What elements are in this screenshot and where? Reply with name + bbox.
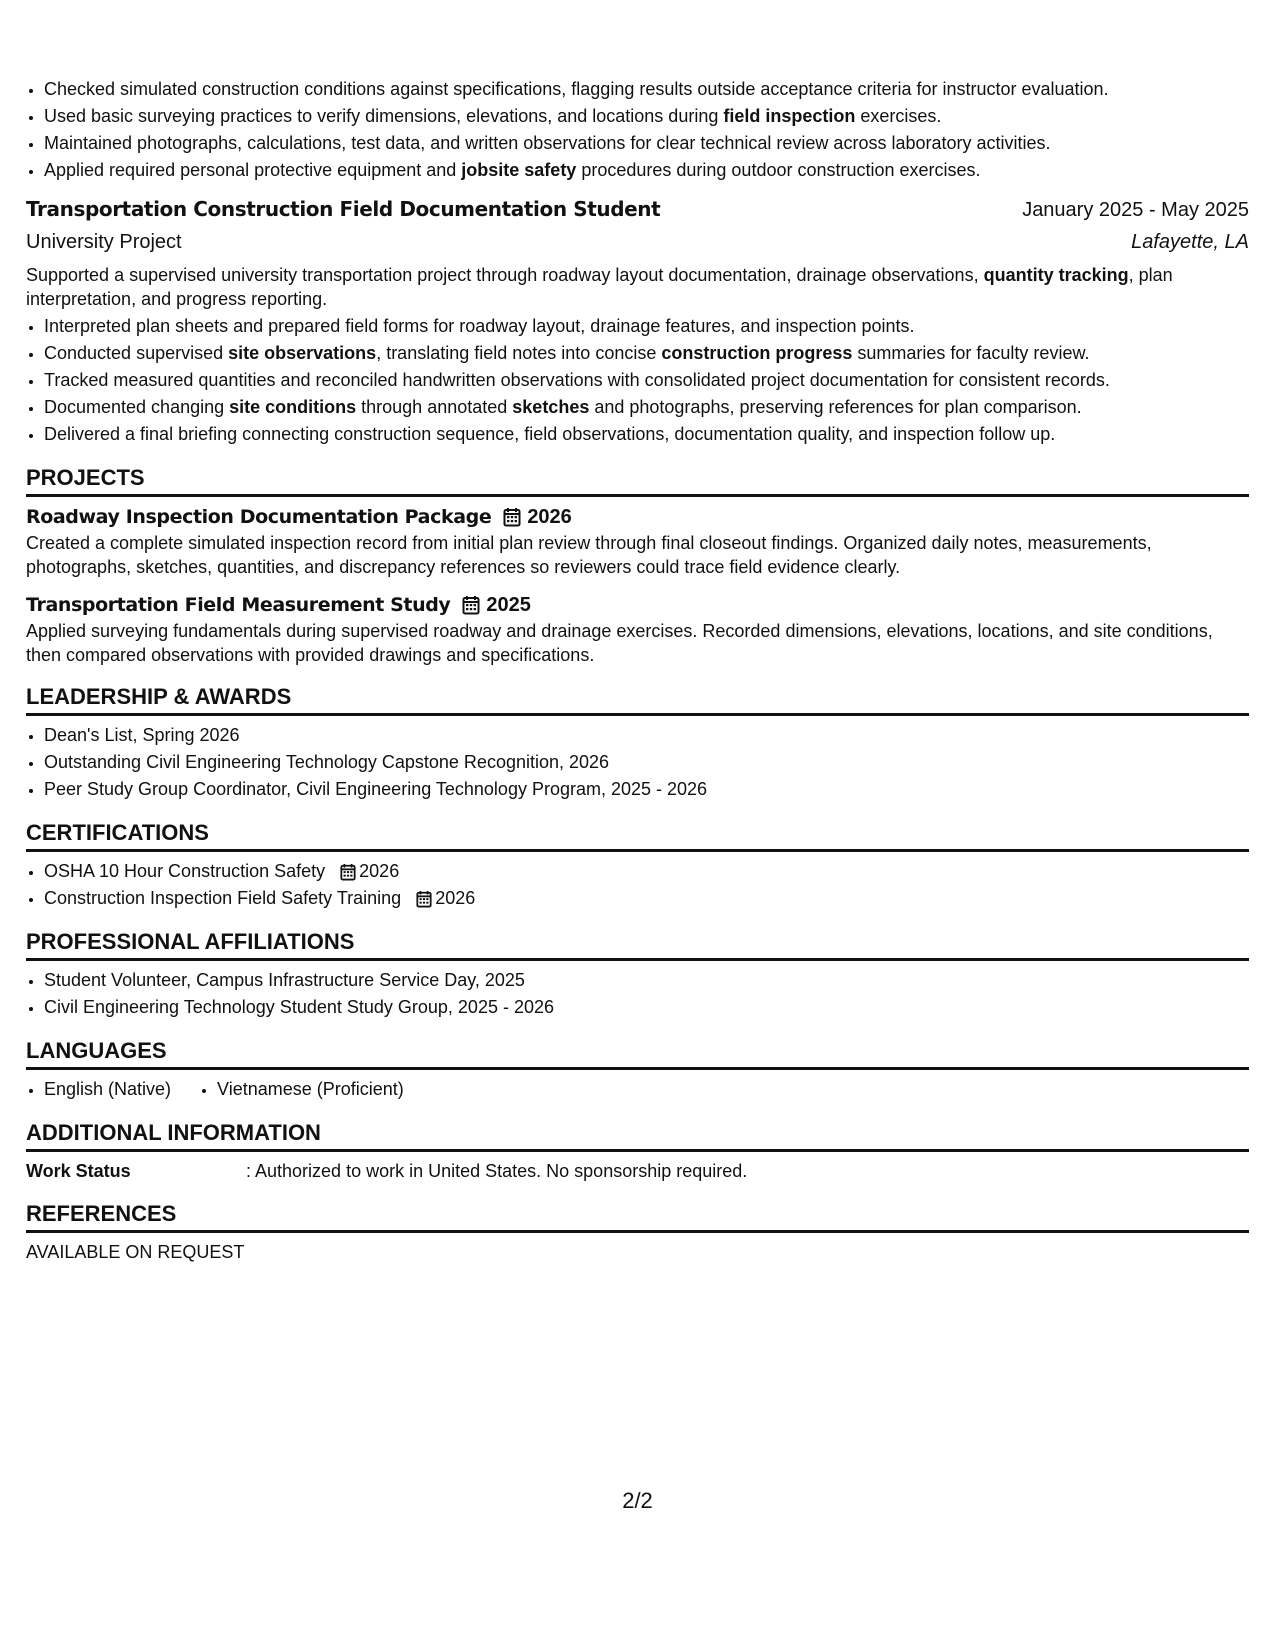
list-item: • Peer Study Group Coordinator, Civil Engineering Technology Program, 2025 - 2026: [44, 776, 1249, 803]
project-description: Applied surveying fundamentals during supervised roadway and drainage exercises. Recorded dimensions, elevations, locations, and site conditions, then compared observations with provided drawings and specifications.: [26, 621, 1213, 665]
languages-list: [26, 1076, 1249, 1103]
leadership-list: [26, 722, 1249, 803]
job-bullets: [26, 313, 1249, 448]
list-item: • Conducted supervised site observations, translating field notes into concise construction progress summaries for faculty review.: [44, 340, 1249, 367]
job-organization: University Project: [26, 231, 182, 253]
calendar-icon: [462, 595, 480, 615]
list-item: • Vietnamese (Proficient): [217, 1076, 404, 1103]
list-item: • Delivered a final briefing connecting construction sequence, field observations, documentation quality, and inspection follow up.: [44, 421, 1249, 448]
list-item: [44, 858, 1249, 885]
references-text: AVAILABLE ON REQUEST: [26, 1242, 245, 1262]
section-title-affiliations: PROFESSIONAL AFFILIATIONS: [26, 928, 1249, 961]
project-header: [26, 591, 1249, 619]
list-item: • Dean's List, Spring 2026: [44, 722, 1249, 749]
project-year: 2025: [486, 594, 531, 616]
list-item: • Checked simulated construction conditions against specifications, flagging results outside acceptance criteria for instructor evaluation.: [44, 76, 1249, 103]
project-title: Transportation Field Measurement Study: [26, 594, 451, 616]
list-item: • Civil Engineering Technology Student Study Group, 2025 - 2026: [44, 994, 1249, 1021]
section-title-certifications: CERTIFICATIONS: [26, 819, 1249, 852]
list-item: • Student Volunteer, Campus Infrastructure Service Day, 2025: [44, 967, 1249, 994]
certifications-list: [26, 858, 1249, 912]
work-status-label: Work Status: [26, 1161, 131, 1181]
certification-year: 2026: [359, 861, 400, 881]
work-status-row: [26, 1158, 1249, 1184]
project-year: 2026: [527, 506, 572, 528]
project-header: [26, 503, 1249, 531]
job-date: January 2025 - May 2025: [1022, 199, 1249, 221]
certification-year: 2026: [435, 888, 476, 908]
section-title-projects: PROJECTS: [26, 464, 1249, 497]
page-number: 2/2: [622, 1488, 653, 1513]
job-summary: Supported a supervised university transportation project through roadway layout documentation, drainage observations, quantity tracking, plan interpretation, and progress reporting.: [26, 265, 1173, 309]
calendar-icon: [503, 507, 521, 527]
list-item: • Interpreted plan sheets and prepared field forms for roadway layout, drainage features, and inspection points.: [44, 313, 1249, 340]
job-subheader: [26, 227, 1249, 257]
section-title-leadership: LEADERSHIP & AWARDS: [26, 683, 1249, 716]
work-status-value: : Authorized to work in United States. No sponsorship required.: [246, 1161, 748, 1181]
job-title: Transportation Construction Field Documentation Student: [26, 197, 661, 221]
calendar-icon: [416, 890, 432, 908]
list-item: • Maintained photographs, calculations, test data, and written observations for clear technical review across laboratory activities.: [44, 130, 1249, 157]
list-item: [44, 885, 1249, 912]
section-title-references: REFERENCES: [26, 1200, 1249, 1233]
certification-name: Construction Inspection Field Safety Training: [44, 888, 402, 908]
list-item: • Used basic surveying practices to verify dimensions, elevations, and locations during field inspection exercises.: [44, 103, 1249, 130]
list-item: • Documented changing site conditions through annotated sketches and photographs, preserving references for plan comparison.: [44, 394, 1249, 421]
calendar-icon: [340, 863, 356, 881]
section-title-languages: LANGUAGES: [26, 1037, 1249, 1070]
section-title-additional: ADDITIONAL INFORMATION: [26, 1119, 1249, 1152]
job-header: [26, 194, 1249, 225]
list-item: • Tracked measured quantities and reconciled handwritten observations with consolidated project documentation for consistent records.: [44, 367, 1249, 394]
experience-bullets-continued: [26, 76, 1249, 184]
list-item: • Applied required personal protective equipment and jobsite safety procedures during outdoor construction exercises.: [44, 157, 1249, 184]
project-title: Roadway Inspection Documentation Package: [26, 506, 492, 528]
list-item: • English (Native): [44, 1076, 171, 1103]
job-location: Lafayette, LA: [1131, 231, 1249, 253]
affiliations-list: [26, 967, 1249, 1021]
project-description: Created a complete simulated inspection record from initial plan review through final closeout findings. Organized daily notes, measurements, photographs, sketches, quantities, and discrepancy references so reviewers could trace field evidence clearly.: [26, 533, 1152, 577]
certification-name: OSHA 10 Hour Construction Safety: [44, 861, 326, 881]
list-item: • Outstanding Civil Engineering Technology Capstone Recognition, 2026: [44, 749, 1249, 776]
